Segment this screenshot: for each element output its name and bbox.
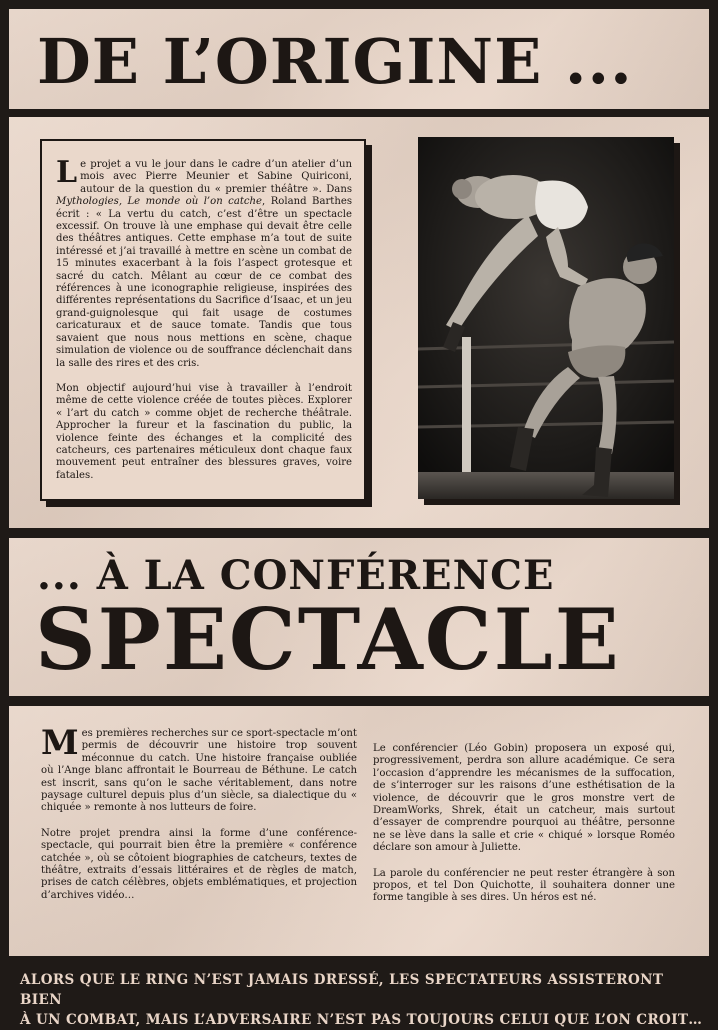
section-title: SPECTACLE xyxy=(35,590,621,689)
section-title-panel xyxy=(9,538,709,696)
description-panel xyxy=(9,706,709,956)
ring-mat xyxy=(418,472,674,499)
wrestlers-illustration xyxy=(418,137,674,499)
intro-paragraph-1: Le projet a vu le jour dans le cadre d’un atelier d’un mois avec Pierre Meunier et Sabine Quiriconi, autour de la question du « premier théâtre ». Dans Mythologies, Le monde où l’on catche, Roland Barthes écrit : « La vertu du catch, c’est d’être un spectacle excessif. On trouve là une emphase qui devait être celle des théâtres antiques. Cette emphase m’a tout de suite intéressé et j’ai travaillé à mettre en scène un combat de 15 minutes exacerbant à la fois l’aspect grotesque et sacré du catch. Mêlant au cœur de ce combat des références à une iconographie religieuse, inspirées des différentes représentations du Sacrifice d’Isaac, et un jeu grand-guignolesque qui fait usage de costumes caricaturaux et de sauce tomate. Tandis que tous savaient que nous nous mettions en scène, chaque simulation de violence ou de souffrance déclenchait dans la salle des rires et des cris. xyxy=(56,155,353,369)
footer-line-1: ALORS QUE LE RING N’EST JAMAIS DRESSÉ, LES SPECTATEURS ASSISTERONT BIEN xyxy=(20,972,664,1008)
footer-banner xyxy=(0,962,718,1028)
right-paragraph-2: La parole du conférencier ne peut rester étrangère à son propos, et tel Don Quichotte, il souhaitera donner une forme tangible à ses dires. Un héros est né. xyxy=(373,867,675,904)
header-panel xyxy=(9,9,709,109)
intro-text-box xyxy=(40,139,366,501)
book-title: Mythologies, Le monde où l’on catche xyxy=(56,196,263,208)
dropcap-l: L xyxy=(56,155,78,190)
footer-text xyxy=(20,970,704,1030)
intro-panel xyxy=(9,117,709,528)
left-paragraph-2: Notre projet prendra ainsi la forme d’une conférence-spectacle, qui pourrait bien être la première « conférence catchée », où se côtoient biographies de catcheurs, textes de théâtre, extraits d’essais littéraires et de règles de match, prises de catch célèbres, objets emblématiques, et projection d’archives vidéo… xyxy=(41,827,357,901)
wrestling-photo xyxy=(418,137,674,499)
intro-paragraph-2: Mon objectif aujourd’hui vise à travailler à l’endroit même de cette violence créée de toutes pièces. Explorer « l’art du catch » comme objet de recherche théâtrale. Approcher la fureur et la fascination du public, la violence feinte des échanges et la complicité des catcheurs, ces partenaires méticuleux dont chaque faux mouvement peut entraîner des blessures graves, voire fatales. xyxy=(56,382,352,481)
left-paragraph-1: Mes premières recherches sur ce sport-spectacle m’ont permis de découvrir une histoire trop souvent méconnue du catch. Une histoire française oubliée où l’Ange blanc affrontait le Bourreau de Béthune. Le catch est inscrit, sans qu’on le sache véritablement, dans notre paysage culturel depuis plus d’un siècle, sa dialectique du « chiquée » remonte à nos lutteurs de foire. xyxy=(41,723,357,814)
right-column xyxy=(373,743,675,918)
left-column xyxy=(41,723,357,915)
dropcap-m: M xyxy=(41,723,79,763)
right-paragraph-1: Le conférencier (Léo Gobin) proposera un exposé qui, progressivement, perdra son allure académique. Ce sera l’occasion d’apprendre les mécanismes de la suffocation, de s’interroger sur les raisons d’une esthétisation de la violence, de découvrir que le gros monstre vert de DreamWorks, Shrek, était un catcheur, mais surtout d’essayer de comprendre pourquoi au théâtre, personne ne se lève dans la salle et crie « chiqué » lorsque Roméo déclare son amour à Juliette. xyxy=(373,743,675,854)
footer-line-2: À UN COMBAT, MAIS L’ADVERSAIRE N’EST PAS TOUJOURS CELUI QUE L’ON CROIT… xyxy=(20,1012,703,1028)
page-title: DE L’ORIGINE ... xyxy=(37,25,633,98)
section-subtitle: ... À LA CONFÉRENCE xyxy=(37,552,555,599)
intro-text xyxy=(56,155,353,495)
